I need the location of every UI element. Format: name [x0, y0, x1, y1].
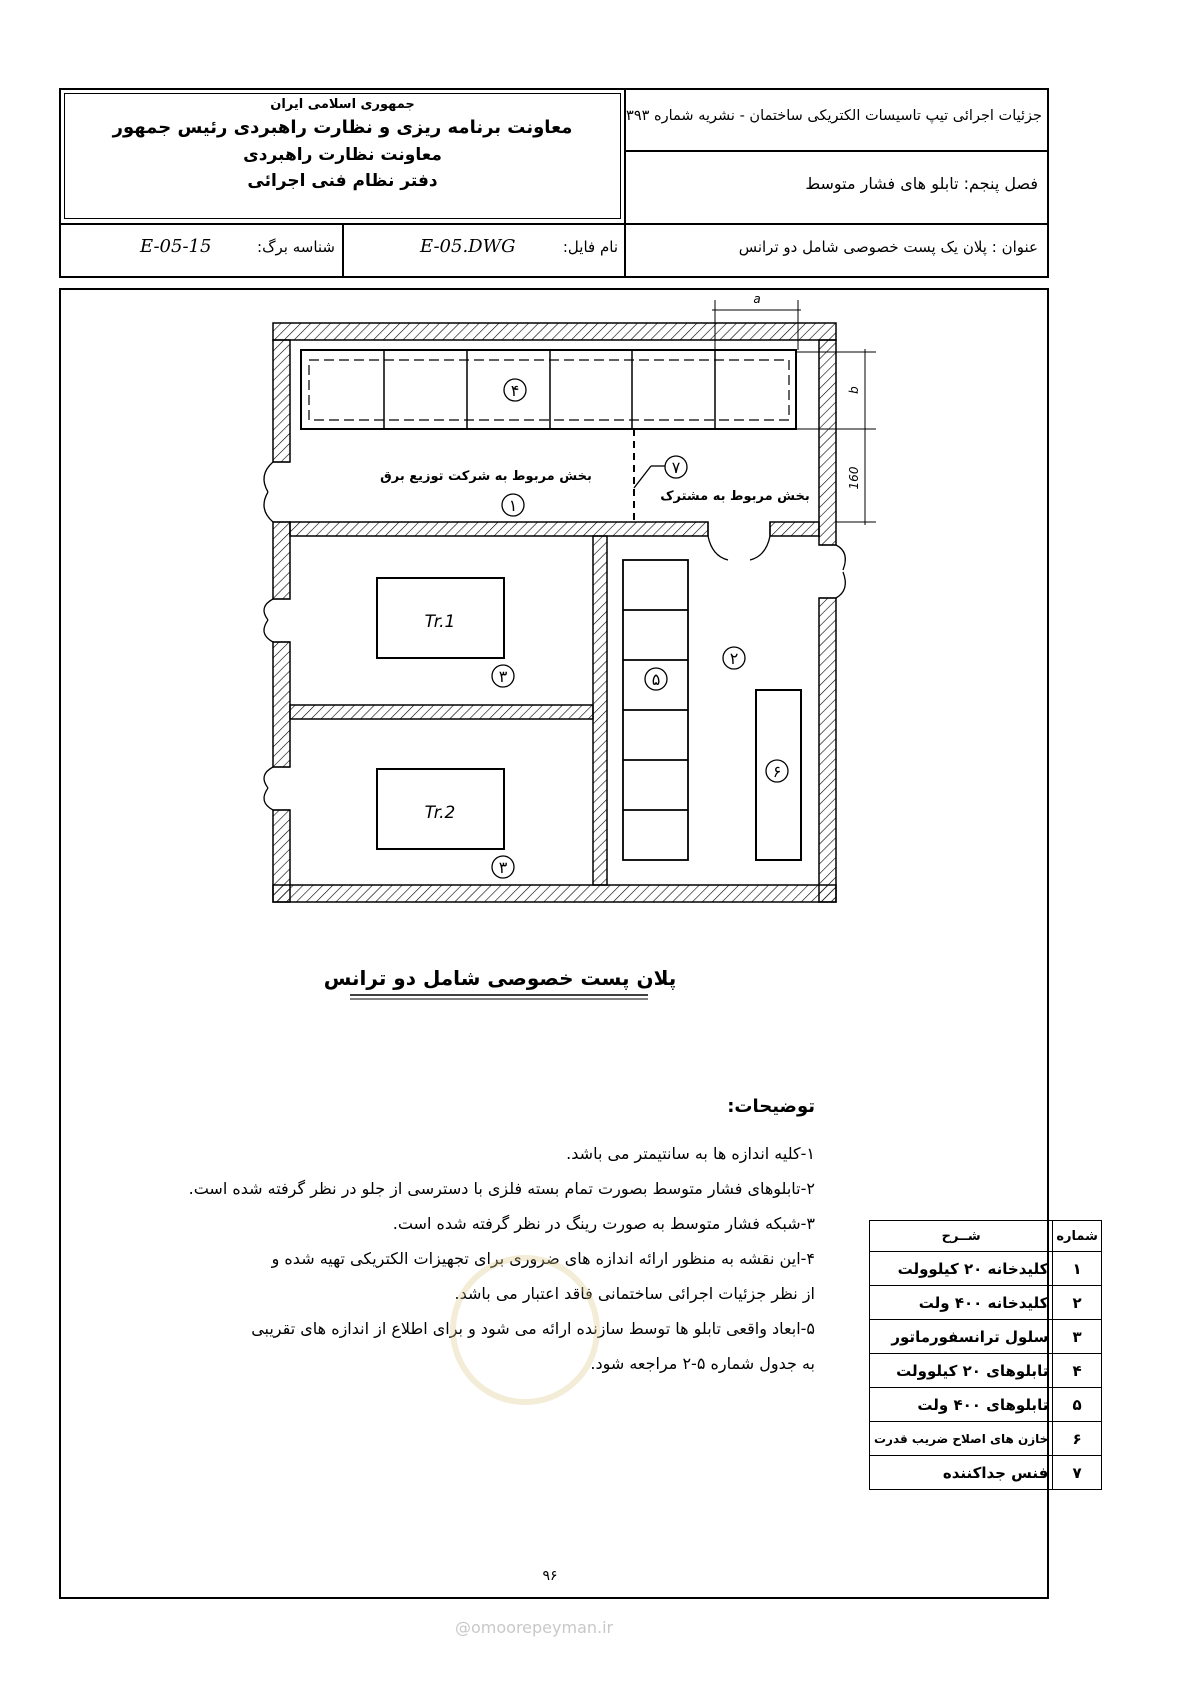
legend-desc: خازن های اصلاح ضریب قدرت: [870, 1422, 1053, 1456]
sheet-label: شناسه برگ:: [257, 238, 335, 256]
legend-row: [870, 1320, 1102, 1354]
doc-title: جزئیات اجرائی تیپ تاسیسات الکتریکی ساختمان - نشریه شماره ۳۹۳: [626, 108, 1042, 124]
watermark-text: omoorepeyman.ir: [471, 1618, 614, 1637]
org-line4: دفتر نظام فنی اجرائی: [247, 171, 438, 191]
watermark-seal: [450, 1255, 600, 1405]
note-5-cont: به جدول شماره ۵-۲ مراجعه شود.: [590, 1354, 815, 1373]
legend-num: ۲: [1053, 1286, 1102, 1320]
legend-row: [870, 1286, 1102, 1320]
note-4: ۴-این نقشه به منظور ارائه اندازه های ضروری برای تجهیزات الکتریکی تهیه شده و: [271, 1249, 815, 1268]
utility-section-label: بخش مربوط به شرکت توزیع برق: [380, 469, 592, 484]
plan-caption: پلان پست خصوصی شامل دو ترانس: [323, 966, 677, 990]
note-4-cont: از نظر جزئیات اجرائی ساختمانی فاقد اعتبار می باشد.: [454, 1284, 815, 1303]
legend-row: [870, 1388, 1102, 1422]
notes-heading: توضیحات:: [727, 1096, 815, 1117]
legend: [869, 1220, 1102, 1490]
note-3: ۳-شبکه فشار متوسط به صورت رینگ در نظر گرفته شده است.: [392, 1214, 815, 1233]
legend-desc: تابلوهای ۴۰۰ ولت: [870, 1388, 1053, 1422]
tr2-label: Tr.2: [424, 803, 456, 823]
org-line3: معاونت نظارت راهبردی: [243, 145, 442, 165]
file-label: نام فایل:: [562, 238, 618, 256]
watermark-url: [455, 1618, 613, 1637]
watermark-icon: @: [455, 1618, 471, 1637]
marker-5: ۵: [651, 670, 661, 689]
legend-desc: کلیدخانه ۴۰۰ ولت: [870, 1286, 1053, 1320]
note-2: ۲-تابلوهای فشار متوسط بصورت تمام بسته فلزی با دسترسی از جلو در نظر گرفته شده است.: [188, 1179, 815, 1198]
chapter-title: فصل پنجم: تابلو های فشار متوسط: [805, 174, 1038, 193]
customer-section-label: بخش مربوط به مشترک: [660, 489, 810, 504]
legend-desc: تابلوهای ۲۰ کیلوولت: [870, 1354, 1053, 1388]
legend-table: [869, 1220, 1102, 1490]
legend-col-desc: شــرح: [870, 1221, 1053, 1252]
legend-row: [870, 1456, 1102, 1490]
tr1-label: Tr.1: [424, 612, 456, 632]
legend-row: [870, 1354, 1102, 1388]
marker-6: ۶: [772, 762, 782, 781]
legend-desc: فنس جداکننده: [870, 1456, 1053, 1490]
mv-panels: [301, 350, 796, 429]
dim-160: 160: [847, 466, 861, 490]
marker-3-tr2: ۳: [498, 858, 508, 877]
subject-label: عنوان :: [991, 238, 1038, 256]
marker-7: ۷: [671, 458, 681, 477]
sheet-value: E-05-15: [140, 236, 212, 257]
marker-4: ۴: [510, 381, 520, 400]
legend-row: [870, 1252, 1102, 1286]
legend-num: ۱: [1053, 1252, 1102, 1286]
legend-num: ۳: [1053, 1320, 1102, 1354]
legend-num: ۵: [1053, 1388, 1102, 1422]
subject-value: پلان یک پست خصوصی شامل دو ترانس: [738, 238, 987, 256]
legend-header-row: [870, 1221, 1102, 1252]
markers: [492, 379, 788, 878]
dim-a: a: [753, 292, 761, 306]
legend-num: ۶: [1053, 1422, 1102, 1456]
walls: [273, 323, 836, 902]
legend-num: ۷: [1053, 1456, 1102, 1490]
file-value: E-05.DWG: [420, 236, 516, 257]
org-line1: جمهوری اسلامی ایران: [270, 97, 415, 112]
doors: [264, 462, 845, 810]
note-5: ۵-ابعاد واقعی تابلو ها توسط سازنده ارائه می شود و برای اطلاع از اندازه های تقریبی: [251, 1319, 815, 1338]
legend-row: [870, 1422, 1102, 1456]
legend-desc: کلیدخانه ۲۰ کیلوولت: [870, 1252, 1053, 1286]
page-number: ۹۶: [542, 1568, 558, 1584]
org-line2: معاونت برنامه ریزی و نظارت راهبردی رئیس جمهور: [112, 117, 573, 138]
marker-3-tr1: ۳: [498, 667, 508, 686]
note-1: ۱-کلیه اندازه ها به سانتیمتر می باشد.: [566, 1144, 815, 1163]
marker-2: ۲: [729, 649, 739, 668]
legend-col-number: شماره: [1053, 1221, 1102, 1252]
legend-num: ۴: [1053, 1354, 1102, 1388]
dim-b: b: [847, 386, 861, 394]
lv-panels: [623, 560, 688, 860]
marker-1: ۱: [508, 496, 518, 515]
legend-desc: سلول ترانسفورماتور: [870, 1320, 1053, 1354]
